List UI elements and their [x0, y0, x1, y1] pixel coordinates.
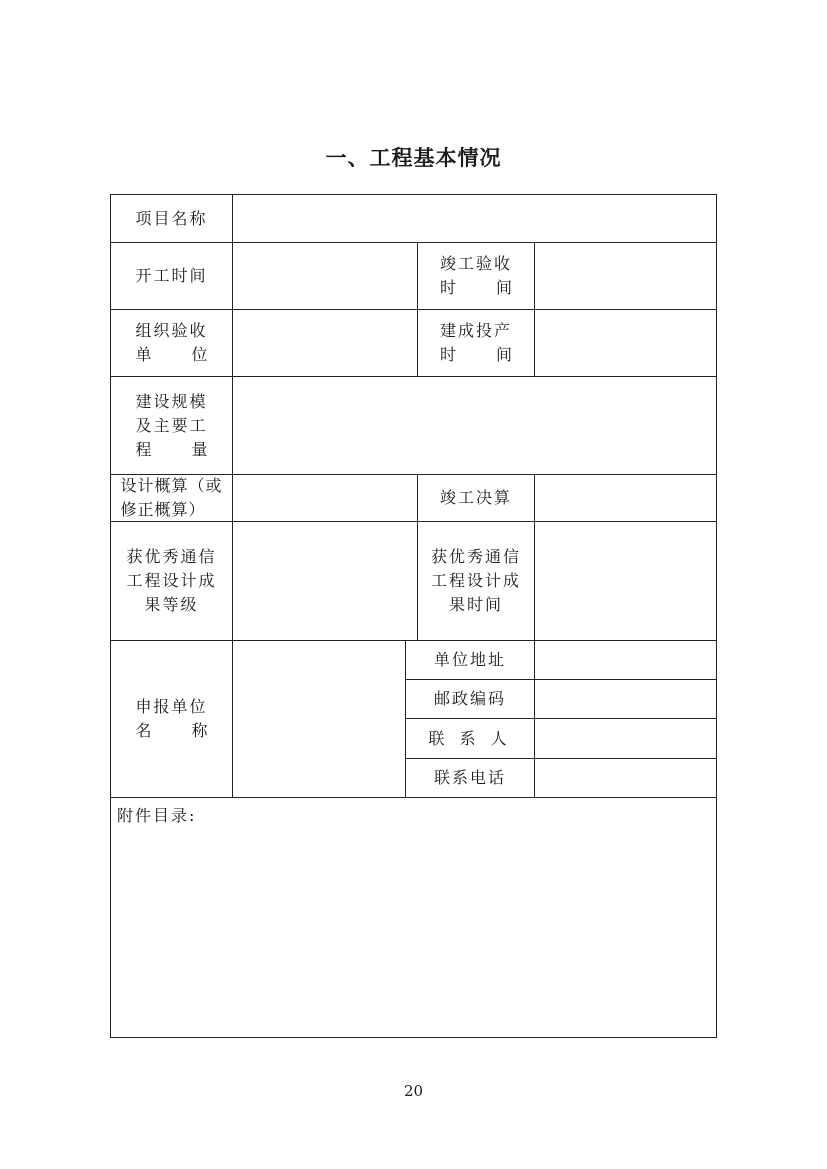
- award-time-label-lines: [431, 545, 521, 617]
- completion-acceptance-time-label: [417, 242, 535, 310]
- start-time-label-text: 开工时间: [135, 266, 208, 285]
- production-time-label-line2: [440, 343, 512, 367]
- design-budget-label-lines: [120, 474, 222, 522]
- scale-label-line1: 建设规模: [135, 391, 208, 411]
- unit-address-label-text: 单位地址: [433, 650, 506, 669]
- award-time-label-line3: 果时间: [448, 595, 503, 614]
- postal-code-label: [405, 679, 535, 719]
- design-budget-field[interactable]: [232, 474, 418, 522]
- acceptance-unit-label-line2-a: 单: [135, 345, 152, 364]
- final-account-label: [417, 474, 535, 522]
- scale-label-line3: [135, 438, 207, 462]
- award-grade-label-lines: [126, 545, 216, 617]
- scale-field[interactable]: [232, 376, 717, 475]
- applicant-label-line1: 申报单位: [135, 697, 208, 716]
- attachments-label: 附件目录:: [117, 806, 197, 825]
- postal-code-field[interactable]: [534, 679, 717, 719]
- award-grade-label: [110, 521, 233, 641]
- applicant-label-line2: [135, 719, 207, 743]
- final-account-label-text: 竣工决算: [439, 488, 512, 507]
- applicant-label-line2-b: 称: [191, 721, 208, 740]
- page-number: 20: [403, 1082, 424, 1100]
- applicant-label-line2-a: 名: [135, 721, 152, 740]
- production-time-field[interactable]: [534, 309, 717, 377]
- contact-person-field[interactable]: [534, 718, 717, 759]
- contact-phone-field[interactable]: [534, 758, 717, 798]
- project-name-label: [110, 194, 233, 243]
- award-time-label: [417, 521, 535, 641]
- scale-label-lines: [135, 390, 207, 462]
- production-time-label-line2-b: 间: [495, 345, 512, 364]
- award-time-field[interactable]: [534, 521, 717, 641]
- contact-phone-label-text: 联系电话: [433, 768, 506, 787]
- completion-acceptance-time-label-line1: 竣工验收: [439, 254, 512, 273]
- design-budget-label-line2: 修正概算）: [120, 500, 206, 519]
- completion-acceptance-time-label-line2: [440, 276, 512, 300]
- applicant-label-lines: [135, 695, 207, 743]
- production-time-label: [417, 309, 535, 377]
- unit-address-field[interactable]: [534, 640, 717, 680]
- contact-person-label: [405, 718, 535, 759]
- project-name-field[interactable]: [232, 194, 717, 243]
- start-time-field[interactable]: [232, 242, 418, 310]
- scale-label-line2: 及主要工: [135, 415, 208, 435]
- production-time-label-line1: 建成投产: [439, 321, 512, 340]
- applicant-field[interactable]: [232, 640, 406, 798]
- project-name-label-text: 项目名称: [135, 208, 208, 228]
- acceptance-unit-label: [110, 309, 233, 377]
- start-time-label: [110, 242, 233, 310]
- award-grade-field[interactable]: [232, 521, 418, 641]
- acceptance-unit-label-line1: 组织验收: [135, 321, 208, 340]
- contact-phone-label: [405, 758, 535, 798]
- final-account-field[interactable]: [534, 474, 717, 522]
- award-time-label-line1: 获优秀通信: [430, 547, 521, 566]
- award-time-label-line2: 工程设计成: [430, 571, 521, 590]
- acceptance-unit-field[interactable]: [232, 309, 418, 377]
- production-time-label-lines: [440, 319, 512, 367]
- applicant-label: [110, 640, 233, 798]
- completion-acceptance-time-field[interactable]: [534, 242, 717, 310]
- unit-address-label: [405, 640, 535, 680]
- completion-acceptance-time-label-line2-a: 时: [439, 278, 456, 297]
- scale-label-line3-b: 量: [191, 439, 208, 459]
- completion-acceptance-time-label-lines: [440, 252, 512, 300]
- page-title: 一、工程基本情况: [325, 145, 502, 170]
- scale-label: [110, 376, 233, 475]
- design-budget-label: [110, 474, 233, 522]
- acceptance-unit-label-line2: [135, 343, 207, 367]
- postal-code-label-text: 邮政编码: [433, 689, 506, 708]
- award-grade-label-line2: 工程设计成: [126, 571, 217, 590]
- award-grade-label-line1: 获优秀通信: [126, 547, 217, 566]
- acceptance-unit-label-line2-b: 位: [191, 345, 208, 364]
- award-grade-label-line3: 果等级: [144, 595, 199, 614]
- contact-person-label-text: 联 系 人: [428, 728, 512, 748]
- acceptance-unit-label-lines: [135, 319, 207, 367]
- production-time-label-line2-a: 时: [439, 345, 456, 364]
- scale-label-line3-a: 程: [135, 439, 152, 459]
- completion-acceptance-time-label-line2-b: 间: [495, 278, 512, 297]
- attachments-area[interactable]: [110, 797, 717, 1038]
- design-budget-label-line1: 设计概算（或: [120, 476, 223, 495]
